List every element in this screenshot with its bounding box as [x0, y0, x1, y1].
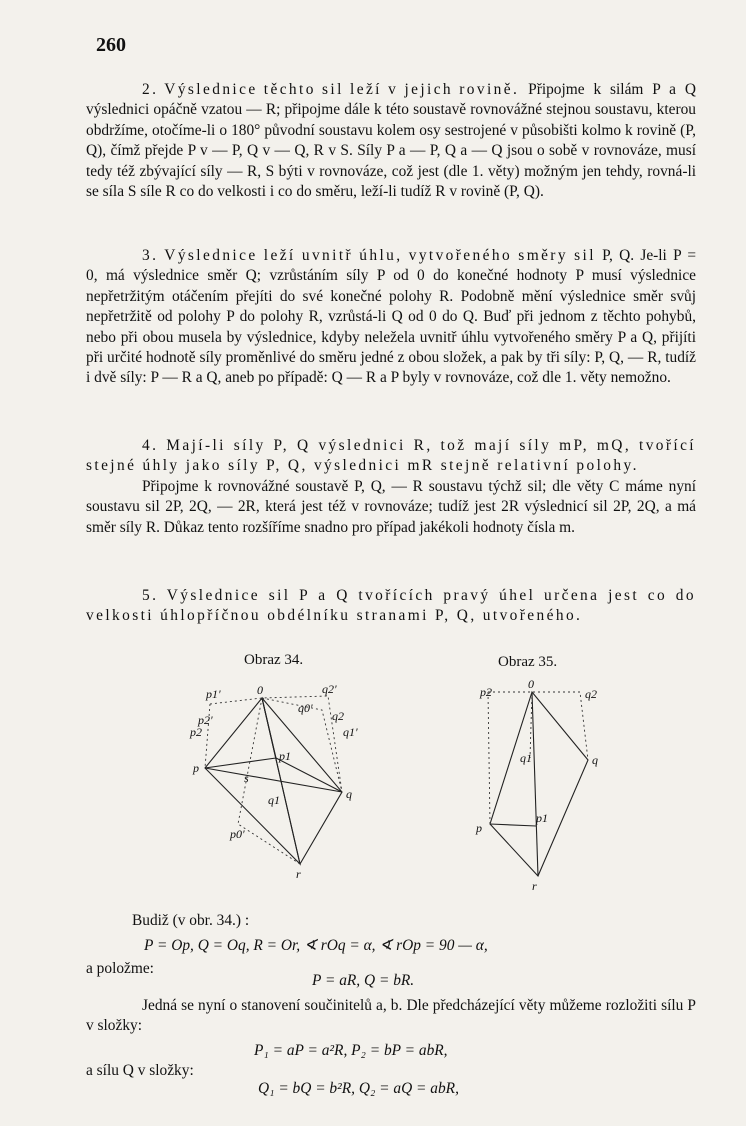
mid-line: a položme: [86, 960, 154, 977]
final-paragraph [86, 996, 696, 1037]
intro-line: Budiž (v obr. 34.) : [132, 912, 250, 929]
fig34-label: r [296, 867, 301, 881]
fig34-label: p1' [206, 687, 221, 701]
section-3-body: P, Q. Je-li P = 0, má výslednice směr Q; vzrůstáním síly P od 0 do konečné hodnoty P musí výslednice nepřetržitým otáčením přejíti do své konečné polohy R. Podobně mění výslednice směr svůj nepřetržitě od polohy P do polohy R, vzrůstá-li Q od 0 do Q. Buď při jednom z těchto pohybů, nebo při obou musela by výslednice, kdyby neležela uvnitř úhlu vytvořeného směry P a Q, přijíti při určité hodnotě síly proměnlivé do směru jedné z obou složek, a pak by tři síly: P, Q, — R, tudíž i dvě síly: P — R a Q, aneb po případě: Q — R a P byly v rovnováze, což dle 1. věty nemožno. [86, 247, 697, 387]
figure-34-caption: Obraz 34. [244, 652, 304, 668]
fig35-label: q [592, 753, 598, 767]
fig34-label: p2 [190, 725, 202, 739]
figure-35-diagram [468, 676, 618, 894]
fig35-dashed-left [488, 692, 490, 824]
equation-4: Q₁ = bQ = b²R, Q₂ = aQ = abR, [258, 1080, 459, 1097]
fig35-label: q1 [520, 751, 532, 765]
fig34-label: q2' [322, 682, 337, 696]
fig35-label: p [476, 821, 482, 835]
section-4 [86, 436, 696, 538]
section-2-body: Připojme k silám P a Q výslednici opáčně vzatou — R; připojme dále k této soustavě rovnovážné stejnou soustavu, kterou obdržíme, otočíme-li o 180° původní soustavu kolem osy sestrojené v působišti kolmo k rovině (P, Q), čímž přejde P v — P, Q v — Q, R v S. Síly P a — P, Q a — Q jsou o sobě v rovnováze, musí tedy též zbývající síly — R, S býti v rovnováze, což jest (dle 1. věty) možným jen tehdy, rovná-li se síla S síle R co do velkosti i co do směru, leží-li tudíž R v rovině (P, Q). [86, 81, 696, 201]
fig35-p-line [490, 824, 536, 826]
fig34-label: q0' [298, 701, 313, 715]
fig34-label: q1' [343, 725, 358, 739]
fig35-dashed-top [488, 692, 588, 760]
fig34-label: p0' [230, 827, 245, 841]
fig35-diagonal [532, 692, 538, 876]
fig34-label: q [346, 787, 352, 801]
mid-line-2: a sílu Q v složky: [86, 1062, 194, 1079]
fig34-triangle-line [205, 698, 300, 864]
equation-3: P₁ = aP = a²R, P₂ = bP = abR, [254, 1042, 448, 1059]
section-2-lead: 2. Výslednice těchto sil leží v jejich rovině. [142, 81, 520, 98]
figure-34-diagram [180, 676, 400, 886]
fig35-dashed-mid [530, 692, 532, 758]
fig35-label: r [532, 879, 537, 893]
fig34-label: p1 [279, 749, 291, 763]
fig34-label: s [244, 771, 249, 785]
section-5 [86, 586, 696, 627]
fig35-label: q2 [585, 687, 597, 701]
page-number: 260 [96, 34, 126, 56]
fig35-label: p1 [536, 811, 548, 825]
fig34-label: p [193, 761, 199, 775]
fig34-label: 0 [257, 683, 263, 697]
fig35-outline [490, 692, 588, 876]
fig34-q-line [262, 698, 342, 864]
section-2 [86, 80, 696, 202]
equation-2: P = aR, Q = bR. [312, 972, 415, 989]
section-3-lead: 3. Výslednice leží uvnitř úhlu, vytvořeného směry sil [142, 247, 596, 264]
section-4-body: Připojme k rovnovážné soustavě P, Q, — R soustavu týchž sil; dle věty C máme nyní soustavu sil 2P, 2Q, — 2R, která jest též v rovnováze; tudíž jest 2R výslednicí sil 2P, 2Q, a má směr síly R. Důkaz tento rozšíříme snadno pro případ jakékoli hodnoty čísla m. [86, 477, 696, 536]
fig34-label: p2' [198, 713, 213, 727]
figure-35-caption: Obraz 35. [498, 654, 558, 670]
equation-1: P = Op, Q = Oq, R = Or, ∢ rOq = α, ∢ rOp = 90 — α, [144, 937, 488, 954]
fig34-label: q2 [332, 709, 344, 723]
fig34-label: q1 [268, 793, 280, 807]
section-4-lead: 4. Mají-li síly P, Q výslednici R, tož mají síly mP, mQ, tvořící stejné úhly jako síly P, Q, výslednici mR stejně relativní polohy. [86, 437, 696, 475]
section-5-lead: 5. Výslednice sil P a Q tvořících pravý úhel určena jest co do velkosti úhlopříčnou obdélníku stranami P, Q, utvořeného. [86, 587, 696, 625]
final-paragraph-text: Jedná se nyní o stanovení součinitelů a, b. Dle předcházející věty můžeme rozložiti sílu P v složky: [86, 997, 696, 1035]
section-3 [86, 246, 696, 389]
fig35-label: p2 [480, 685, 492, 699]
fig35-label: 0 [528, 677, 534, 691]
fig34-p-p1-line [205, 758, 276, 768]
